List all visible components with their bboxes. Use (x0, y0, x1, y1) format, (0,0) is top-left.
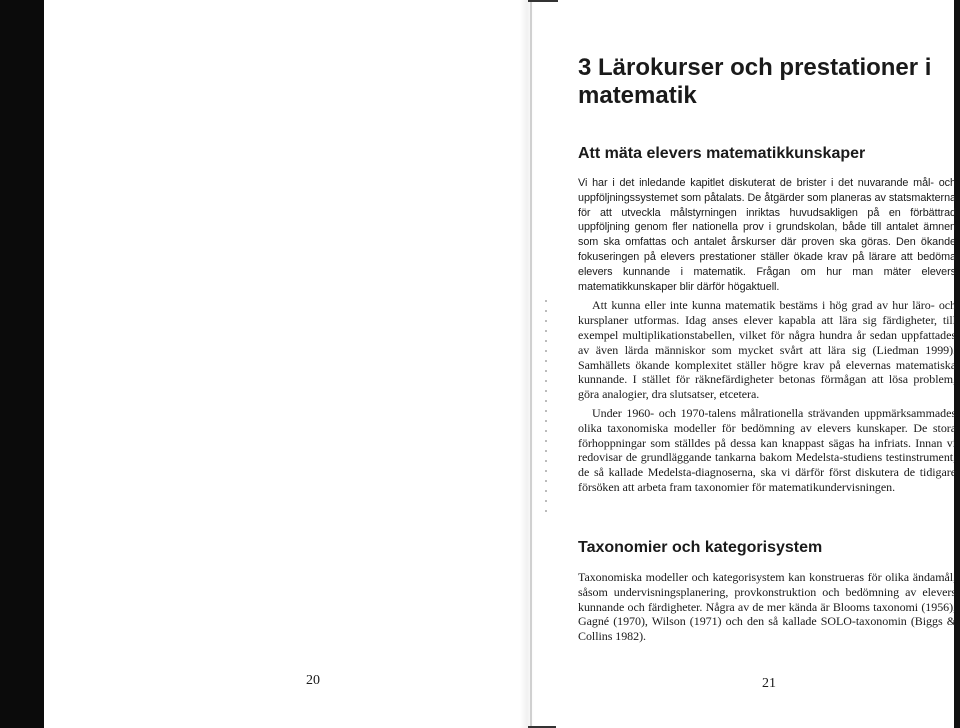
paragraph: Under 1960- och 1970-talens målrationella strävanden uppmärksammades olika taxonomiska modeller för bedömning av elevers kunskaper. De stora förhoppningar som ställdes på dessa kan knappast sägas ha infriats. Innan vi redovisar de grundläggande tankarna bakom Medelsta-studiens testinstrument, de så kallade Medelsta-diagnoserna, ska vi därför först diskutera de tidigare försöken att arbeta fram taxonomier för matematikundervisningen. (578, 405, 956, 494)
section-taxonomies (578, 538, 956, 644)
section-heading-taxonomies: Taxonomier och kategorisystem (578, 539, 823, 556)
paragraph: Taxonomiska modeller och kategorisystem kan konstrueras för olika ändamål, såsom undervisningsplanering, provkonstruktion och bedömning av elevers kunnande och färdigheter. Några av de mer kända är Blooms taxonomi (1956), Gagné (1970), Wilson (1971) och den så kallade SOLO-taxonomin (Biggs & Collins 1982). (578, 570, 956, 644)
section-heading-measuring: Att mäta elevers matematikkunskaper (578, 145, 866, 162)
scan-edge-left (0, 0, 44, 728)
corner-mark-top (528, 0, 558, 12)
paragraph: Vi har i det inledande kapitlet diskuterat de brister i det nuvarande mål- och uppföljningssystemet som påtalats. De åtgärder som planeras av statsmakterna för att utveckla målstyrningen inriktas huvudsakligen på en förbättrad uppföljning genom fler nationella prov i grundskolan, både till antalet ämnen som ska omfattas och antalet årskurser där proven ska göras. Den ökande fokuseringen på elevers prestationer ställer ökade krav på lärare att bedöma elevers kunnande i matematik. Frågan om hur man mäter elevers matematikkunskaper blir därför högaktuell. (578, 177, 956, 293)
corner-mark-bottom (528, 712, 556, 728)
right-page-number: 21 (762, 676, 776, 691)
left-page-number: 20 (306, 673, 320, 688)
section-body-measuring (578, 176, 956, 495)
chapter-title-line-1: 3 Lärokurser och prestationer i (578, 54, 932, 81)
gutter-speckles (545, 300, 547, 520)
gutter-line (530, 0, 532, 728)
paragraph: Att kunna eller inte kunna matematik bestäms i hög grad av hur läro- och kursplaner utformas. Idag anses elever kapabla att lära sig färdigheter, till exempel multiplikationstabellen, vilket för några hundra år sedan uppfattades av även lärda människor som mycket svårt att lära sig (Liedman 1999). Samhällets ökande komplexitet ställer högre krav på elevernas matematiska kunnande. I stället för räknefärdigheter betonas förmågan att lösa problem, göra analogier, dra slutsatser, etcetera. (578, 298, 956, 402)
right-page-content (578, 54, 956, 495)
chapter-title (578, 54, 956, 110)
chapter-title-line-2: matematik (578, 82, 697, 109)
section-body-taxonomies (578, 570, 956, 644)
